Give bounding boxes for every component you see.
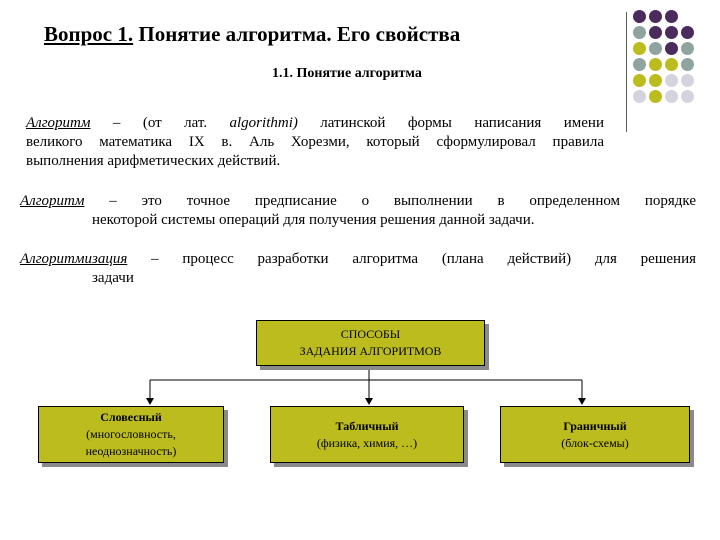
definition-line: выполнения арифметических действий. (26, 153, 281, 169)
definition-text: – процесс разработки алгоритма (плана действий) для решения (127, 251, 696, 267)
method-box-tabular (270, 406, 464, 463)
definition-text: – это точное предписание о выполнении в определенном порядке (84, 193, 696, 209)
method-note: (многословность, (86, 427, 176, 441)
definition-line: великого математика IX в. Аль Хорезми, который сформулировал правила (26, 134, 604, 150)
method-title: Словесный (100, 410, 162, 424)
question-number: Вопрос 1. (44, 22, 134, 46)
connector-arrow (146, 398, 154, 405)
connector-arrow (578, 398, 586, 405)
latin-word: algorithmi) (229, 115, 298, 131)
methods-root-line: СПОСОБЫ (340, 327, 401, 341)
method-note: (блок-схемы) (561, 435, 629, 450)
connector-arrow (365, 398, 373, 405)
term-algorithmization: Алгоритмизация (20, 251, 128, 267)
method-title: Граничный (563, 418, 627, 433)
method-note: (физика, химия, …) (316, 435, 418, 450)
method-note: неоднозначность) (85, 444, 177, 458)
definition-line: задачи (92, 270, 134, 286)
definition-text: латинской формы написания имени (297, 115, 604, 131)
method-box-verbal (38, 406, 224, 463)
section-subtitle: 1.1. Понятие алгоритма (272, 66, 422, 81)
definition-text: – (от лат. (90, 115, 230, 131)
definition-line: некоторой системы операций для получения решения данной задачи. (92, 212, 535, 228)
method-title: Табличный (335, 418, 399, 433)
method-box-flowchart (500, 406, 690, 463)
title-text: Понятие алгоритма. Его свойства (133, 22, 461, 46)
methods-root-line: ЗАДАНИЯ АЛГОРИТМОВ (299, 344, 442, 358)
methods-root-box (256, 320, 485, 366)
term-algorithm: Алгоритм (20, 193, 85, 209)
term-algorithm: Алгоритм (26, 115, 91, 131)
